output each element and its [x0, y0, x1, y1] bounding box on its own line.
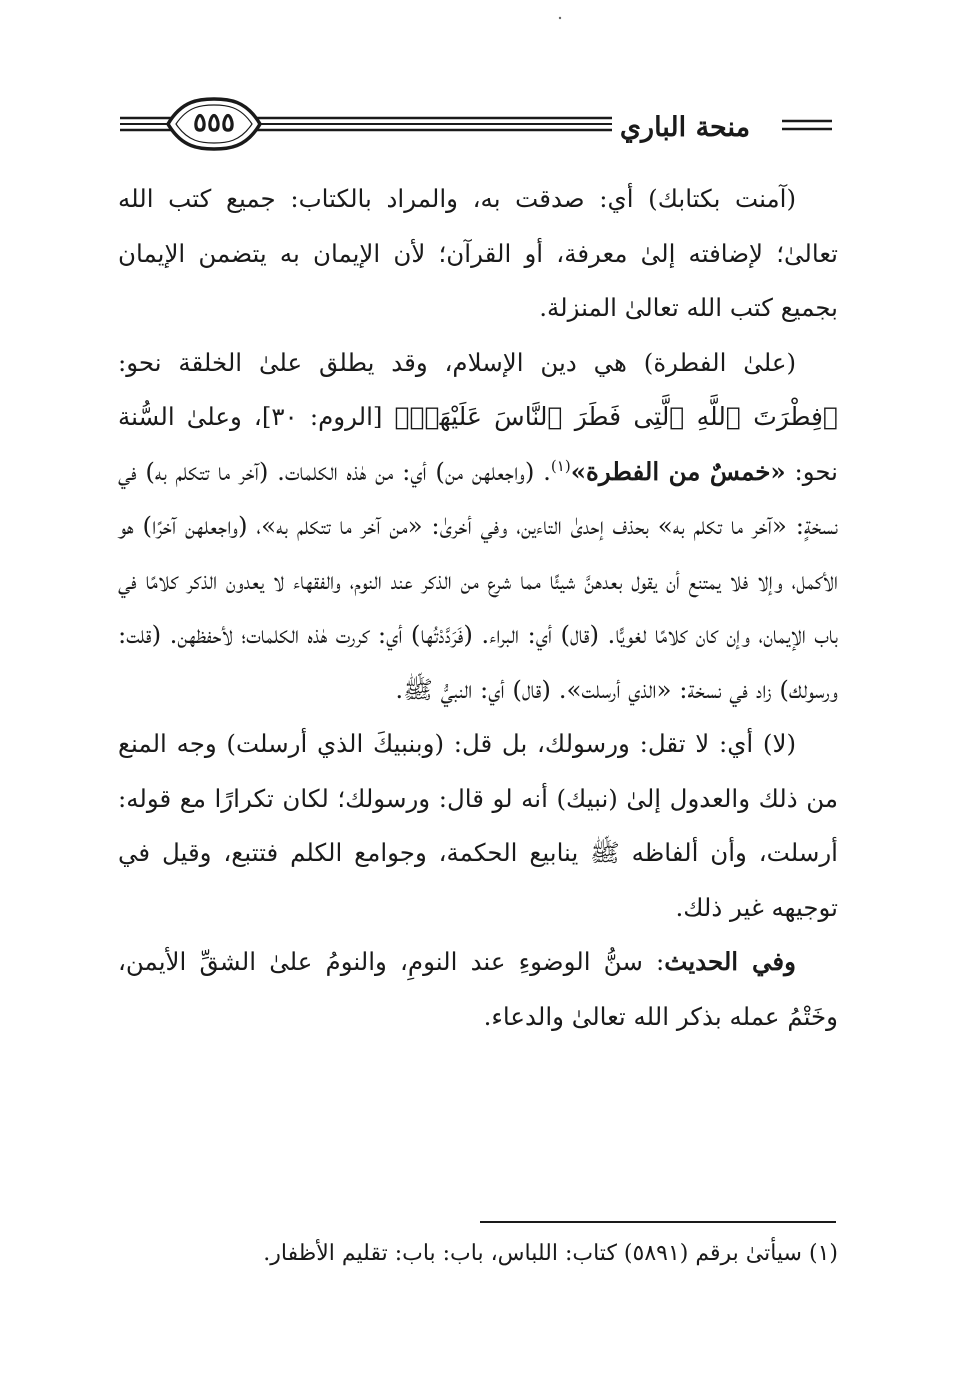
paragraph-4 [118, 935, 838, 1044]
paragraph-2 [118, 336, 838, 718]
paragraph-4-text: : سنُّ الوضوءِ عند النومِ، والنومُ علىٰ الشقِّ الأيمن، وخَتْمُ عمله بذكر الله تعالىٰ والدعاء. [118, 947, 838, 1031]
paragraph-2-text-a: (علىٰ الفطرة) هي دين الإسلام، وقد يطلق علىٰ الخلقة نحو: [118, 347, 796, 377]
paragraph-2-text-b: [الروم: ٣٠]، وعلىٰ السُّنة نحو: [118, 402, 838, 486]
paragraph-2-text-c: . (واجعلهن من) أي: من هٰذه الكلمات. (آخر ما تتكلم به) في نسخةٍ: «آخر ما تكلم به» بحذف إحدىٰ التاءين، وفي أخرىٰ: «من آخر ما تتكلم به»، (واجعلهن آخرًا) هو الأكمل، وإلا فلا يمتنع أن يقول بعدهنَّ شيئًا مما شرع من الذكر عند النوم، والفقهاء لا يعدون الذكر كلامًا في باب الإيمان، وإن كان كلامًا لغويًّا. (قال) أي: البراء. (فَرَدَّدْتُها) أي: كررت هٰذه الكلمات؛ لأحفظهن. (قلت: ورسولك) زاد في نسخة: «الذي أرسلت». (قال) أي: النبيُّ ﷺ. [118, 456, 838, 704]
paragraph-3 [118, 717, 838, 935]
page-header [0, 0, 958, 170]
paragraph-4-lead: وفي الحديث [664, 947, 796, 976]
quran-verse: ﴿فِطْرَتَ ٱللَّهِ ٱلَّتِى فَطَرَ ٱلنَّاسَ عَلَيْهَاۚ﴾ [394, 402, 838, 431]
hadith-quote: «خمسٌ من الفطرة» [570, 456, 786, 486]
paragraph-1-text: (آمنت بكتابك) أي: صدقت به، والمراد بالكتاب: جميع كتب الله تعالىٰ؛ لإضافته إلىٰ معرفة، أو القرآن؛ لأن الإيمان به يتضمن الإيمان بجميع كتب الله تعالىٰ المنزلة. [118, 184, 838, 322]
footnote-divider [480, 1221, 836, 1223]
page-number: ٥٥٥ [193, 108, 235, 138]
footnote-ref[interactable]: (١) [550, 456, 571, 475]
book-title: منحة الباري [619, 112, 751, 143]
footnote: (١) سيأتىٰ برقم (٥٨٩١) كتاب: اللباس، باب: باب: تقليم الأظفار. [263, 1241, 838, 1266]
paragraph-1 [118, 172, 838, 336]
paragraph-3-text: (لا) أي: لا تقل: ورسولك، بل قل: (وبنبيكَ الذي أرسلت) وجه المنع من ذلك والعدول إلىٰ (نبيك) أنه لو قال: ورسولك؛ لكان تكرارًا مع قوله: أرسلت، وأن ألفاظه ﷺ ينابيع الحكمة، وجوامع الكلم فتتبع، وقيل في توجيهه غير ذلك. [118, 729, 838, 922]
main-text [118, 172, 838, 1044]
header-ornament [0, 0, 958, 170]
